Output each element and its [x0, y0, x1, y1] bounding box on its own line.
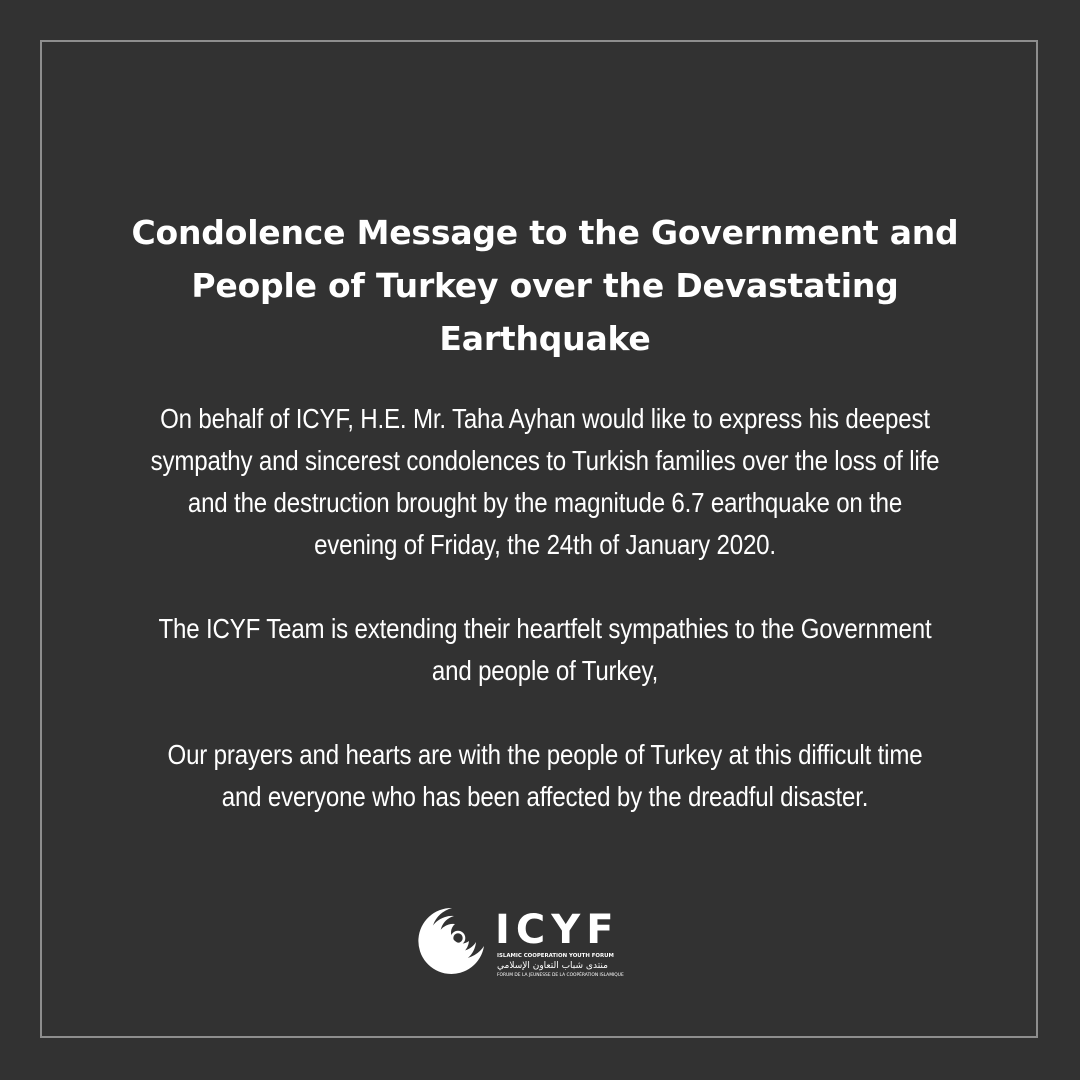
icyf-logo: [418, 906, 624, 982]
logo-subtitle-english: ISLAMIC COOPERATION YOUTH FORUM: [497, 953, 614, 959]
logo-subtitle-arabic: منتدى شباب التعاون الإسلامي: [497, 961, 608, 971]
post-title: Condolence Message to the Government and People of Turkey over the Devastating Earthquake: [131, 213, 959, 358]
logo-subtitle-french: FORUM DE LA JEUNESSE DE LA COOPÉRATION ISLAMIQUE: [497, 973, 624, 978]
icyf-swirl-logo-icon: [418, 906, 486, 978]
paragraph-condolence: On behalf of ICYF, H.E. Mr. Taha Ayhan would like to express his deepest sympathy and sincerest condolences to Turkish families over the loss of life and the destruction brought by the magnitude 6.7 earthquake on the evening of Friday, the 24th of January 2020.: [150, 403, 940, 560]
paragraph-prayers: Our prayers and hearts are with the people of Turkey at this difficult time and everyone who has been affected by the dreadful disaster.: [167, 739, 923, 812]
paragraph-team-sympathies: The ICYF Team is extending their heartfelt sympathies to the Government and people of Turkey,: [158, 613, 932, 686]
icyf-wordmark: ICYF: [495, 907, 620, 953]
